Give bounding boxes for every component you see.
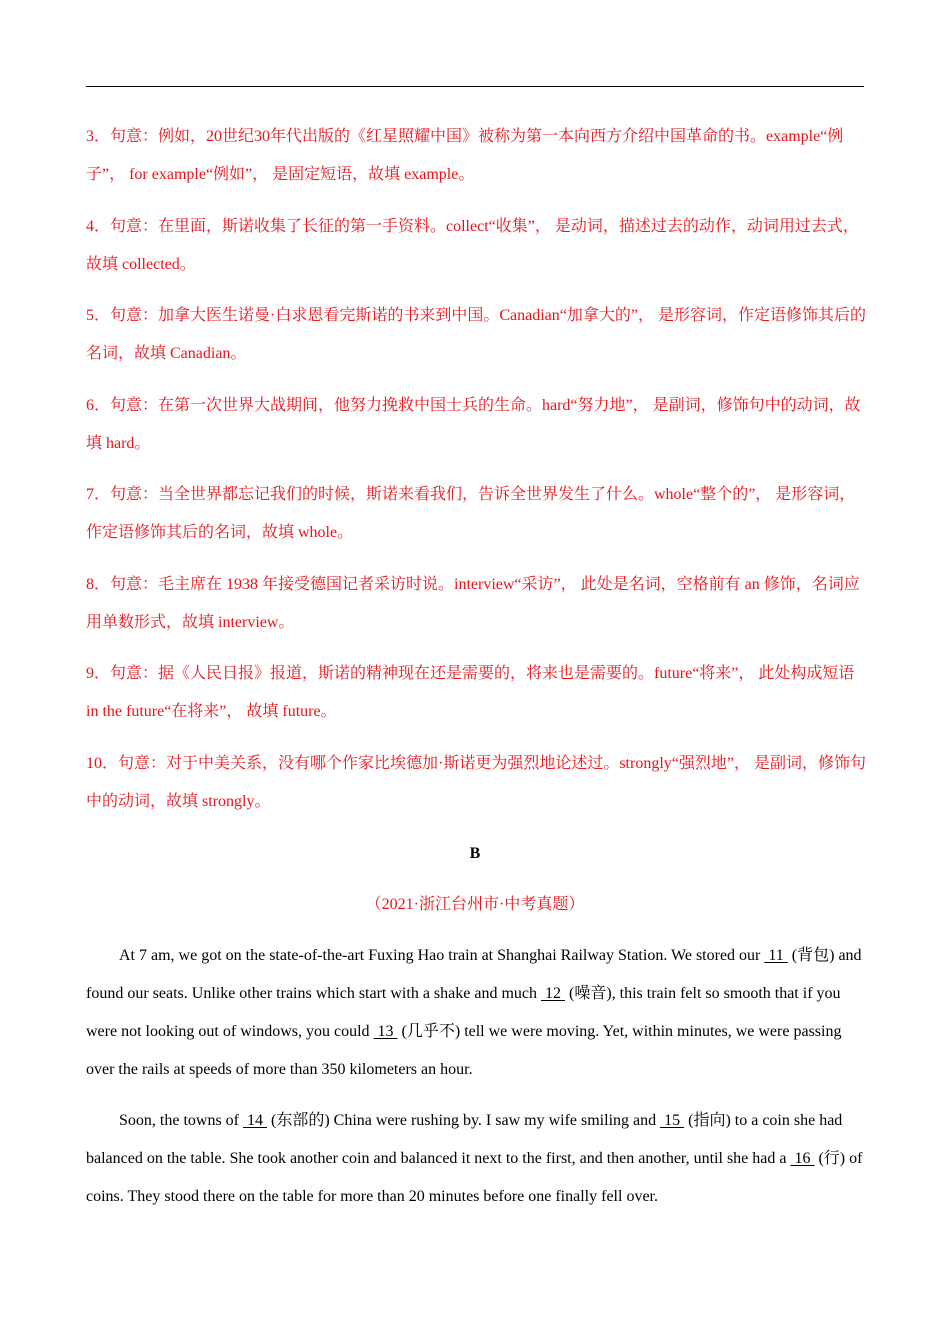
header-rule: [86, 86, 864, 87]
passage-text: (几乎不) tell we were moving. Yet, within minutes, we were passing over the rails at speeds of more than 350 kilometers an hour.: [86, 1023, 842, 1078]
passage-paragraph-2: [86, 1102, 866, 1216]
explanation-number: 3: [86, 128, 94, 145]
explanation-7: [86, 476, 866, 552]
section-title: B: [469, 845, 481, 862]
explanation-number: 5: [86, 307, 94, 324]
passage-text: (噪音), this train felt so smooth that if you were not looking out of windows, you could: [86, 985, 841, 1040]
explanation-text: ．句意：加拿大医生诺曼·白求恩看完斯诺的书来到中国。Canadian“加拿大的”， 是形容词，作定语修饰其后的名词，故填 Canadian。: [86, 307, 866, 362]
explanation-text: ．句意：在里面，斯诺收集了长征的第一手资料。collect“收集”， 是动词，描述过去的动作，动词用过去式，故填 collected。: [86, 218, 859, 273]
passage-text: (指向) to a coin she had balanced on the table. She took another coin and balanced it next to the first, and then another, until she had a: [86, 1112, 843, 1167]
blank-15: 15: [660, 1112, 685, 1129]
section-source: （2021·浙江台州市·中考真题）: [365, 896, 585, 913]
explanation-number: 9: [86, 665, 94, 682]
explanation-number: 4: [86, 218, 94, 235]
explanation-text: ．句意：毛主席在 1938 年接受德国记者采访时说。interview“采访”， 此处是名词，空格前有 an 修饰，名词应用单数形式，故填 interview。: [86, 576, 860, 631]
blank-13: 13: [373, 1023, 398, 1040]
explanation-text: ．句意：当全世界都忘记我们的时候，斯诺来看我们，告诉全世界发生了什么。whole“整个的”， 是形容词，作定语修饰其后的名词，故填 whole。: [86, 486, 856, 541]
passage-paragraph-1: [86, 937, 866, 1089]
explanation-6: [86, 387, 866, 463]
explanation-number: 6: [86, 397, 94, 414]
explanation-text: ．句意：对于中美关系，没有哪个作家比埃德加·斯诺更为强烈地论述过。strongly“强烈地”， 是副词，修饰句中的动词，故填 strongly。: [86, 755, 866, 810]
passage-text: (东部的) China were rushing by. I saw my wife smiling and: [267, 1112, 661, 1129]
blank-12: 12: [541, 985, 565, 1002]
explanation-9: [86, 655, 866, 731]
passage-text: Soon, the towns of: [119, 1112, 243, 1129]
explanation-text: ．句意：据《人民日报》报道，斯诺的精神现在还是需要的，将来也是需要的。future“将来”， 此处构成短语 in the future“在将来”， 故填 future。: [86, 665, 855, 720]
explanation-text: ．句意：在第一次世界大战期间，他努力挽救中国士兵的生命。hard“努力地”， 是副词，修饰句中的动词，故填 hard。: [86, 397, 861, 452]
passage-text: At 7 am, we got on the state-of-the-art Fuxing Hao train at Shanghai Railway Station. We stored our: [119, 947, 765, 964]
explanation-8: [86, 566, 866, 642]
blank-14: 14: [243, 1112, 267, 1129]
explanation-10: [86, 745, 866, 821]
explanation-number: 7: [86, 486, 94, 503]
explanation-number: 10: [86, 755, 102, 772]
explanation-5: [86, 297, 866, 373]
passage-text: (背包) and found our seats. Unlike other trains which start with a shake and much: [86, 947, 862, 1002]
passage-text: (行) of coins. They stood there on the table for more than 20 minutes before one finally fell over.: [86, 1150, 863, 1205]
explanation-4: [86, 208, 866, 284]
blank-11: 11: [764, 947, 788, 964]
explanation-number: 8: [86, 576, 94, 593]
explanation-3: [86, 118, 866, 194]
blank-16: 16: [790, 1150, 815, 1167]
explanation-text: ．句意：例如，20世纪30年代出版的《红星照耀中国》被称为第一本向西方介绍中国革命的书。example“例子”， for example“例如”， 是固定短语，故填 example。: [86, 128, 844, 183]
